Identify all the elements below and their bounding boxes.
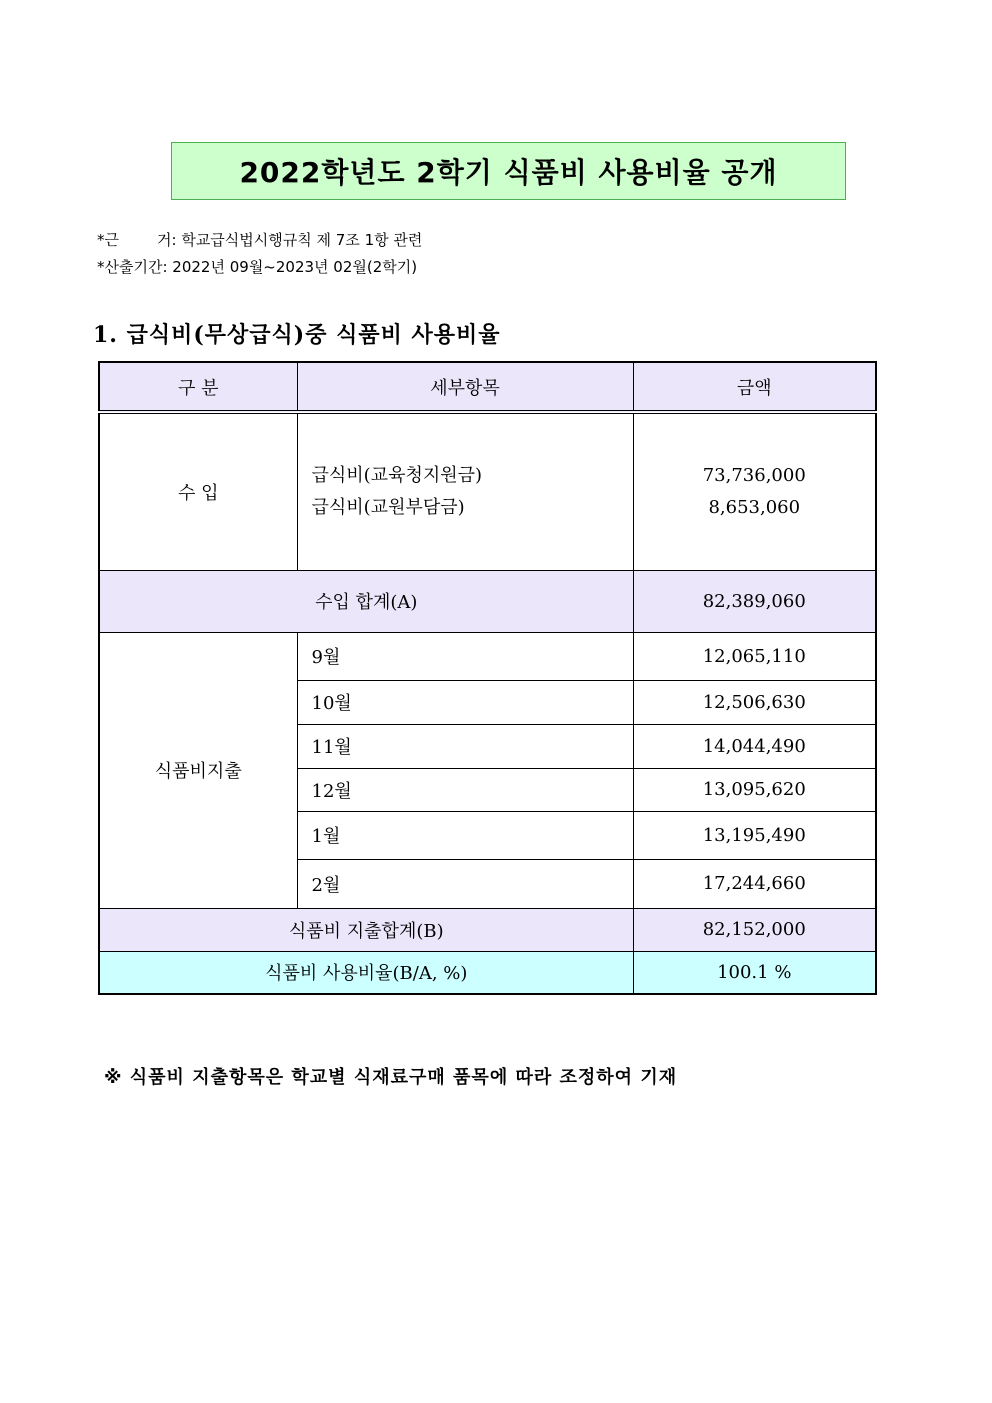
page-title: 2022학년도 2학기 식품비 사용비율 공개	[171, 142, 846, 200]
expense-total-row	[99, 908, 876, 951]
expense-row	[99, 632, 876, 680]
ratio-label: 식품비 사용비율(B/A, %)	[99, 951, 633, 994]
period-key: *산출기간:	[97, 258, 168, 276]
income-total-amount: 82,389,060	[633, 570, 876, 632]
income-item-2: 급식비(교원부담금)	[311, 496, 465, 518]
income-amount-2: 8,653,060	[708, 496, 801, 518]
ratio-row	[99, 951, 876, 994]
income-amounts	[633, 412, 876, 570]
income-label: 수 입	[99, 412, 297, 570]
header-category: 구 분	[99, 362, 297, 412]
expense-amount: 17,244,660	[633, 859, 876, 908]
expense-amount: 12,506,630	[633, 680, 876, 724]
expense-month: 9월	[297, 632, 633, 680]
income-total-row	[99, 570, 876, 632]
food-cost-table	[98, 361, 877, 995]
expense-month: 12월	[297, 768, 633, 811]
expense-total-amount: 82,152,000	[633, 908, 876, 951]
income-items	[297, 412, 633, 570]
period-value: 2022년 09월~2023년 02월(2학기)	[172, 258, 418, 276]
expense-amount: 13,095,620	[633, 768, 876, 811]
expense-amount: 14,044,490	[633, 724, 876, 768]
income-amount-1: 73,736,000	[702, 464, 806, 486]
expense-amount: 12,065,110	[633, 632, 876, 680]
section-heading: 1. 급식비(무상급식)중 식품비 사용비율	[93, 322, 501, 348]
basis-key: *근	[97, 231, 119, 249]
expense-month: 10월	[297, 680, 633, 724]
expense-month: 11월	[297, 724, 633, 768]
expense-total-label: 식품비 지출합계(B)	[99, 908, 633, 951]
header-amount: 금액	[633, 362, 876, 412]
expense-label: 식품비지출	[99, 632, 297, 908]
header-detail: 세부항목	[297, 362, 633, 412]
basis-key-2: 거:	[157, 231, 177, 249]
expense-amount: 13,195,490	[633, 811, 876, 859]
footnote: ※ 식품비 지출항목은 학교별 식재료구매 품목에 따라 조정하여 기재	[104, 1067, 678, 1088]
table-header-row	[99, 362, 876, 412]
income-row	[99, 412, 876, 570]
basis-value: 학교급식법시행규칙 제 7조 1항 관련	[181, 231, 423, 249]
income-item-1: 급식비(교육청지원금)	[311, 464, 483, 486]
ratio-value: 100.1 %	[633, 951, 876, 994]
expense-month: 2월	[297, 859, 633, 908]
expense-month: 1월	[297, 811, 633, 859]
income-total-label: 수입 합계(A)	[99, 570, 633, 632]
basis-line	[97, 229, 422, 250]
period-line	[97, 256, 417, 277]
